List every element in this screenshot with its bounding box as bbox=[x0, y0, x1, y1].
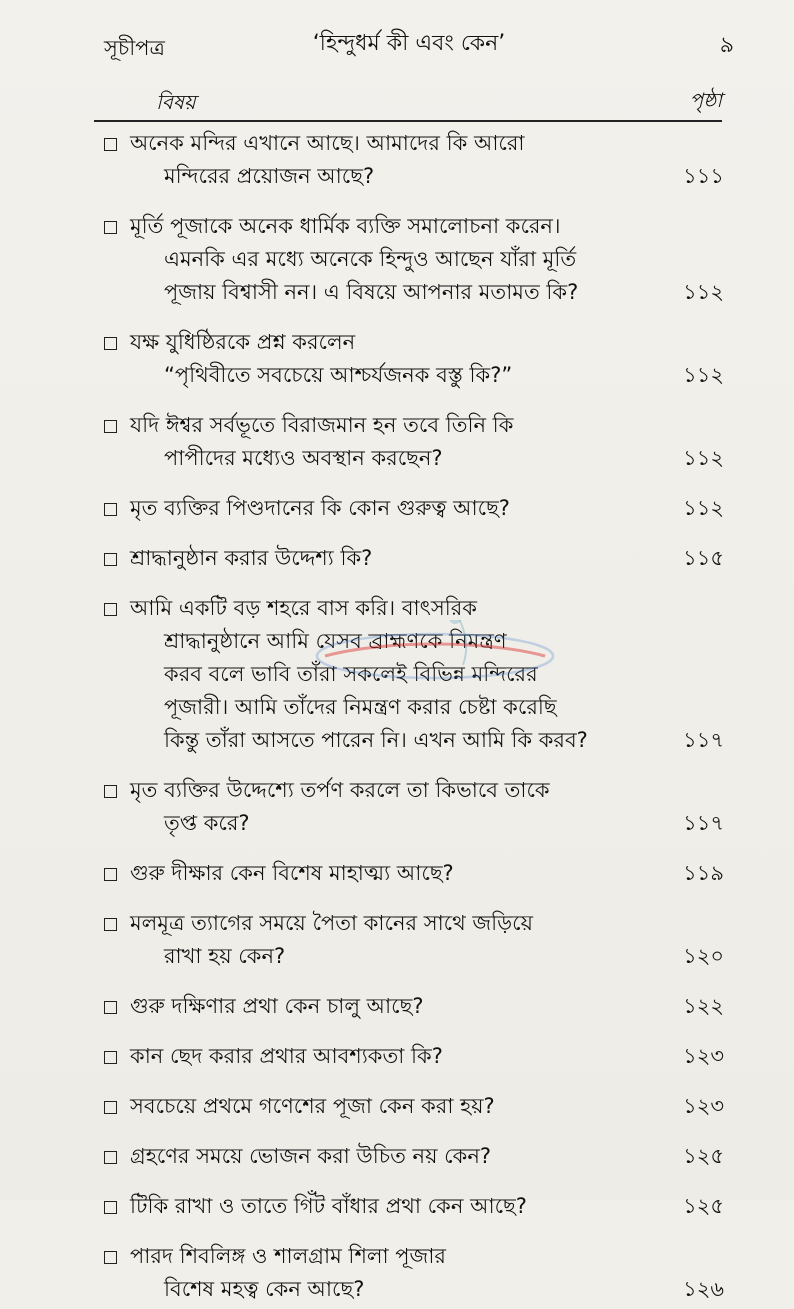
toc-entry bbox=[96, 910, 724, 976]
entry-line: আমি একটি বড় শহরে বাস করি। বাৎসরিক bbox=[130, 596, 477, 620]
checkbox-icon bbox=[104, 868, 117, 881]
checkbox-icon bbox=[104, 1101, 117, 1114]
toc-entry bbox=[96, 1193, 724, 1226]
header-rule bbox=[94, 120, 722, 122]
section-label: সূচীপত্র bbox=[104, 36, 165, 60]
book-title: ‘হিন্দুধর্ম কী এবং কেন’ bbox=[312, 31, 506, 56]
entry-page-number: ১২২ bbox=[683, 994, 724, 1018]
toc-entry bbox=[96, 1143, 724, 1176]
entry-line: পারদ শিবলিঙ্গ ও শালগ্রাম শিলা পূজার bbox=[130, 1244, 446, 1268]
entry-line: গুরু দীক্ষার কেন বিশেষ মাহাত্ম্য আছে? bbox=[130, 861, 454, 885]
entry-line: শ্রাদ্ধানুষ্ঠানে আমি যেসব ব্রাহ্মণকে নিমন্ত্রণ bbox=[164, 629, 507, 653]
running-head bbox=[104, 26, 734, 66]
toc-entry bbox=[96, 545, 724, 578]
checkbox-icon bbox=[104, 1051, 117, 1064]
entry-line: তৃপ্ত করে? bbox=[164, 811, 250, 835]
toc-entry bbox=[96, 495, 724, 528]
entry-page-number: ১১১ bbox=[683, 164, 724, 188]
entry-page-number: ১২৫ bbox=[683, 1194, 724, 1218]
entry-line: টিকি রাখা ও তাতে গিঁট বাঁধার প্রথা কেন আছে? bbox=[130, 1194, 527, 1218]
toc-entry bbox=[96, 1243, 724, 1309]
entry-line: পাপীদের মধ্যেও অবস্থান করছেন? bbox=[164, 446, 443, 470]
entry-line: রাখা হয় কেন? bbox=[164, 944, 286, 968]
checkbox-icon bbox=[104, 1001, 117, 1014]
entry-line: পূজারী। আমি তাঁদের নিমন্ত্রণ করার চেষ্টা করেছি bbox=[164, 695, 557, 719]
entry-page-number: ১১৯ bbox=[683, 861, 724, 885]
entry-line: বিশেষ মহত্ব কেন আছে? bbox=[164, 1277, 365, 1301]
entry-line: গুরু দক্ষিণার প্রথা কেন চালু আছে? bbox=[130, 994, 424, 1018]
checkbox-icon bbox=[104, 1201, 117, 1214]
entry-line: কিন্তু তাঁরা আসতে পারেন নি। এখন আমি কি করব? bbox=[164, 728, 588, 752]
toc-entry bbox=[96, 595, 724, 760]
toc-entry bbox=[96, 777, 724, 843]
checkbox-icon bbox=[104, 1251, 117, 1264]
checkbox-icon bbox=[104, 138, 117, 151]
entry-page-number: ১১২ bbox=[683, 363, 724, 387]
toc-entry bbox=[96, 329, 724, 395]
entry-line: মূর্তি পূজাকে অনেক ধার্মিক ব্যক্তি সমালোচনা করেন। bbox=[130, 214, 561, 238]
toc-entry bbox=[96, 130, 724, 196]
entry-page-number: ১১২ bbox=[683, 280, 724, 304]
entry-page-number: ১১২ bbox=[683, 446, 724, 470]
entry-page-number: ১১৭ bbox=[683, 728, 724, 752]
entry-line: মৃত ব্যক্তির পিণ্ডদানের কি কোন গুরুত্ব আছে? bbox=[130, 496, 510, 520]
toc-entry bbox=[96, 412, 724, 478]
entry-page-number: ১২৬ bbox=[683, 1277, 724, 1301]
entry-line: মৃত ব্যক্তির উদ্দেশ্যে তর্পণ করলে তা কিভাবে তাকে bbox=[130, 778, 550, 802]
entry-line: করব বলে ভাবি তাঁরা সকলেই বিভিন্ন মন্দিরের bbox=[164, 662, 538, 686]
checkbox-icon bbox=[104, 221, 117, 234]
entry-line: মলমূত্র ত্যাগের সময়ে পৈতা কানের সাথে জড়িয়ে bbox=[130, 911, 533, 935]
checkbox-icon bbox=[104, 785, 117, 798]
entry-page-number: ১২০ bbox=[683, 944, 724, 968]
subject-column-header: বিষয় bbox=[156, 90, 196, 114]
toc-entry bbox=[96, 860, 724, 893]
entry-page-number: ১১২ bbox=[683, 496, 724, 520]
entry-line: এমনকি এর মধ্যে অনেকে হিন্দুও আছেন যাঁরা মূর্তি bbox=[164, 247, 577, 271]
toc-entry bbox=[96, 993, 724, 1026]
entry-line: মন্দিরের প্রয়োজন আছে? bbox=[164, 164, 375, 188]
checkbox-icon bbox=[104, 1151, 117, 1164]
entry-line: গ্রহণের সময়ে ভোজন করা উচিত নয় কেন? bbox=[130, 1144, 492, 1168]
entry-line: শ্রাদ্ধানুষ্ঠান করার উদ্দেশ্য কি? bbox=[130, 546, 373, 570]
entry-page-number: ১১৫ bbox=[683, 546, 724, 570]
toc-entry bbox=[96, 1043, 724, 1076]
checkbox-icon bbox=[104, 420, 117, 433]
entry-line: যক্ষ যুধিষ্ঠিরকে প্রশ্ন করলেন bbox=[130, 330, 356, 354]
entry-line: “পৃথিবীতে সবচেয়ে আশ্চর্যজনক বস্তু কি?” bbox=[164, 363, 513, 387]
entry-line: সবচেয়ে প্রথমে গণেশের পূজা কেন করা হয়? bbox=[130, 1094, 495, 1118]
checkbox-icon bbox=[104, 603, 117, 616]
entry-line: অনেক মন্দির এখানে আছে। আমাদের কি আরো bbox=[130, 131, 525, 155]
entry-page-number: ১১৭ bbox=[683, 811, 724, 835]
entry-line: যদি ঈশ্বর সর্বভূতে বিরাজমান হন তবে তিনি কি bbox=[130, 413, 514, 437]
page-column-header: পৃষ্ঠা bbox=[689, 88, 722, 112]
checkbox-icon bbox=[104, 918, 117, 931]
page-number: ৯ bbox=[719, 33, 734, 58]
toc-entry bbox=[96, 213, 724, 312]
entry-page-number: ১২৫ bbox=[683, 1144, 724, 1168]
entry-page-number: ১২৩ bbox=[683, 1044, 724, 1068]
checkbox-icon bbox=[104, 337, 117, 350]
checkbox-icon bbox=[104, 503, 117, 516]
entry-line: পূজায় বিশ্বাসী নন। এ বিষয়ে আপনার মতামত কি? bbox=[164, 280, 579, 304]
entry-line: কান ছেদ করার প্রথার আবশ্যকতা কি? bbox=[130, 1044, 443, 1068]
toc-entry bbox=[96, 1093, 724, 1126]
checkbox-icon bbox=[104, 553, 117, 566]
entry-page-number: ১২৩ bbox=[683, 1094, 724, 1118]
column-headers bbox=[94, 86, 722, 120]
